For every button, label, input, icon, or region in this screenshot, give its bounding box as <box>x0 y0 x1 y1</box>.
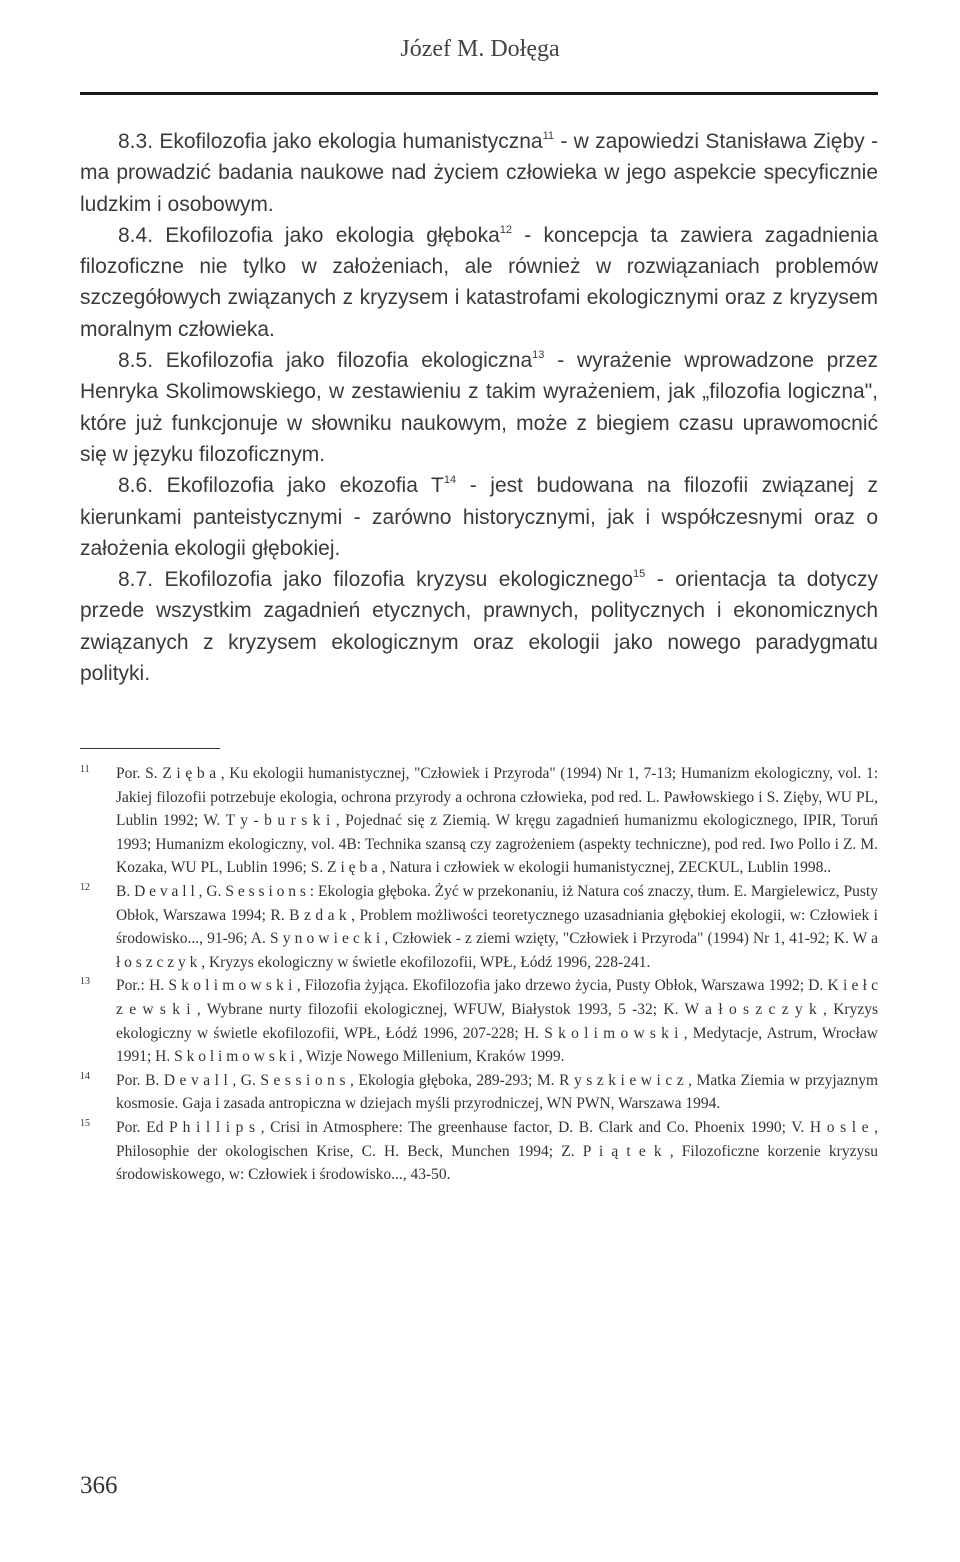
paragraph-text: - koncepcja ta zawiera zagadnienia filozoficzne nie tylko w założeniach, ale również w rozwiązaniach problemów szczegółowych związanych z kryzysem i katastrofami ekologicznymi oraz z kryzysem moralnym człowieka. <box>80 223 878 341</box>
page-number: 366 <box>80 1472 118 1499</box>
paragraph-8-5 <box>80 345 878 470</box>
running-header: Józef M. Dołęga <box>400 36 560 62</box>
paragraph-text: 8.6. Ekofilozofia jako ekozofia T <box>118 474 444 498</box>
main-text <box>80 126 878 689</box>
paragraph-8-4 <box>80 220 878 345</box>
paragraph-text: 8.5. Ekofilozofia jako filozofia ekologiczna <box>118 349 533 373</box>
paragraph-text: 8.7. Ekofilozofia jako filozofia kryzysu ekologicznego <box>118 568 634 592</box>
footnote-text: Por. Ed P h i l l i p s , Crisi in Atmosphere: The greenhause factor, D. B. Clark and Co. Phoenix 1990; V. H o s l e , Philosophie der okologischen Krise, C. H. Beck, Munchen 1994; Z. P i ą t e k , Filozoficzne korzenie kryzysu środowiskowego, w: Człowiek i środowisko..., 43-50. <box>116 1118 878 1184</box>
footnote-number: 12 <box>80 881 90 893</box>
paragraph-text: - w zapowiedzi Stanisława Zięby - ma prowadzić badania naukowe nad życiem człowieka w jego aspekcie specyficznie ludzkim i osobowym. <box>80 130 878 216</box>
footnote-ref-15[interactable]: 15 <box>633 568 646 581</box>
footnote-number: 14 <box>80 1070 90 1082</box>
footnote-number: 11 <box>80 764 90 775</box>
paragraph-text: - wyrażenie wprowadzone przez Henryka Skolimowskiego, w zestawieniu z takim wyrażeniem, jak „filozofia logiczna", które już funkcjonuje w słowniku naukowym, może z biegiem czasu uprawomocnić się w języku filozoficznym. <box>80 349 878 466</box>
footnote-text: Por. S. Z i ę b a , Ku ekologii humanistycznej, "Człowiek i Przyroda" (1994) Nr 1, 7-13; Humanizm ekologiczny, vol. 1: Jakiej filozofii potrzebuje ekologia, ochrona przyrody a ochrona człowieka, pod red. L. Pawłowskiego i S. Zięby, WU PL, Lublin 1992; W. T y - b u r s k i , Pojednać się z Ziemią. W kręgu zagadnień humanizmu ekologicznego, IPIR, Toruń 1993; Humanizm ekologiczny, vol. 4B: Technika szansą czy zagrożeniem (aspekty techniczne), pod red. Iwo Pollo i Z. M. Kozaka, WU PL, Lublin 1996; S. Z i ę b a , Natura i człowiek w ekologii humanistycznej, ZECKUL, Lublin 1998.. <box>116 765 878 877</box>
paragraph-text: 8.4. Ekofilozofia jako ekologia głęboka <box>118 223 500 247</box>
footnote-text: Por.: H. S k o l i m o w s k i , Filozofia żyjąca. Ekofilozofia jako drzewo życia, Pusty Obłok, Warszawa 1992; D. K i e ł c z e w s k i , Wybrane nurty filozofii ekologicznej, WFUW, Białystok 1993, 5 -32; K. W a ł o s z c z y k , Kryzys ekologiczny w świetle ekofilozofii, WPŁ, Łódź 1996, 207-228; H. S k o l i m o w s k i , Medytacje, Astrum, Wrocław 1991; H. S k o l i m o w s k i , Wizje Nowego Millenium, Kraków 1999. <box>116 977 878 1066</box>
footnote-text: B. D e v a l l , G. S e s s i o n s : Ekologia głęboka. Żyć w przekonaniu, iż Natura coś znaczy, tłum. E. Margielewicz, Pusty Obłok, Warszawa 1994; R. B z d a k , Problem możliwości teoretycznego uzasadniania głębokiej ekologii, w: Człowiek i środowisko..., 91-96; A. S y n o w i e c k i , Człowiek - z ziemi wzięty, "Człowiek i Przyroda" (1994) Nr 1, 41-92; K. W a ł o s z c z y k , Kryzys ekologiczny w świetle ekofilozofii, WPŁ, Łódź 1996, 228-241. <box>116 882 878 971</box>
footnote-13 <box>80 974 878 1068</box>
paragraph-text: 8.3. Ekofilozofia jako ekologia humanistyczna <box>118 130 543 153</box>
footnote-11 <box>80 762 878 880</box>
footnote-ref-13[interactable]: 13 <box>532 349 545 362</box>
footnote-ref-14[interactable]: 14 <box>443 474 457 487</box>
footnote-number: 15 <box>80 1117 90 1129</box>
paragraph-8-3 <box>80 126 878 220</box>
paragraph-8-6 <box>80 470 878 564</box>
footnote-separator <box>80 748 220 749</box>
footnote-ref-12[interactable]: 12 <box>499 223 513 236</box>
footnotes <box>80 762 878 1187</box>
paragraph-text: - jest budowana na filozofii związanej z kierunkami panteistycznymi - zarówno historycznymi, jak i współczesnymi oraz o założenia ekologii głębokiej. <box>80 474 878 560</box>
footnote-text: Por. B. D e v a l l , G. S e s s i o n s , Ekologia głęboka, 289-293; M. R y s z k i e w i c z , Matka Ziemia w przyjaznym kosmosie. Gaja i zasada antropiczna w dziejach myśli przyrodniczej, WN PWN, Warszawa 1994. <box>116 1071 878 1113</box>
footnote-ref-11[interactable]: 11 <box>542 130 555 142</box>
footnote-number: 13 <box>80 976 90 988</box>
footnote-15 <box>80 1116 878 1187</box>
header-rule <box>80 92 878 95</box>
footnote-14 <box>80 1069 878 1116</box>
paragraph-8-7 <box>80 564 878 689</box>
paragraph-text: - orientacja ta dotyczy przede wszystkim zagadnień etycznych, prawnych, politycznych i ekonomicznych związanych z kryzysem ekologicznym oraz ekologii jako nowego paradygmatu polityki. <box>80 568 878 686</box>
footnote-12 <box>80 880 878 974</box>
